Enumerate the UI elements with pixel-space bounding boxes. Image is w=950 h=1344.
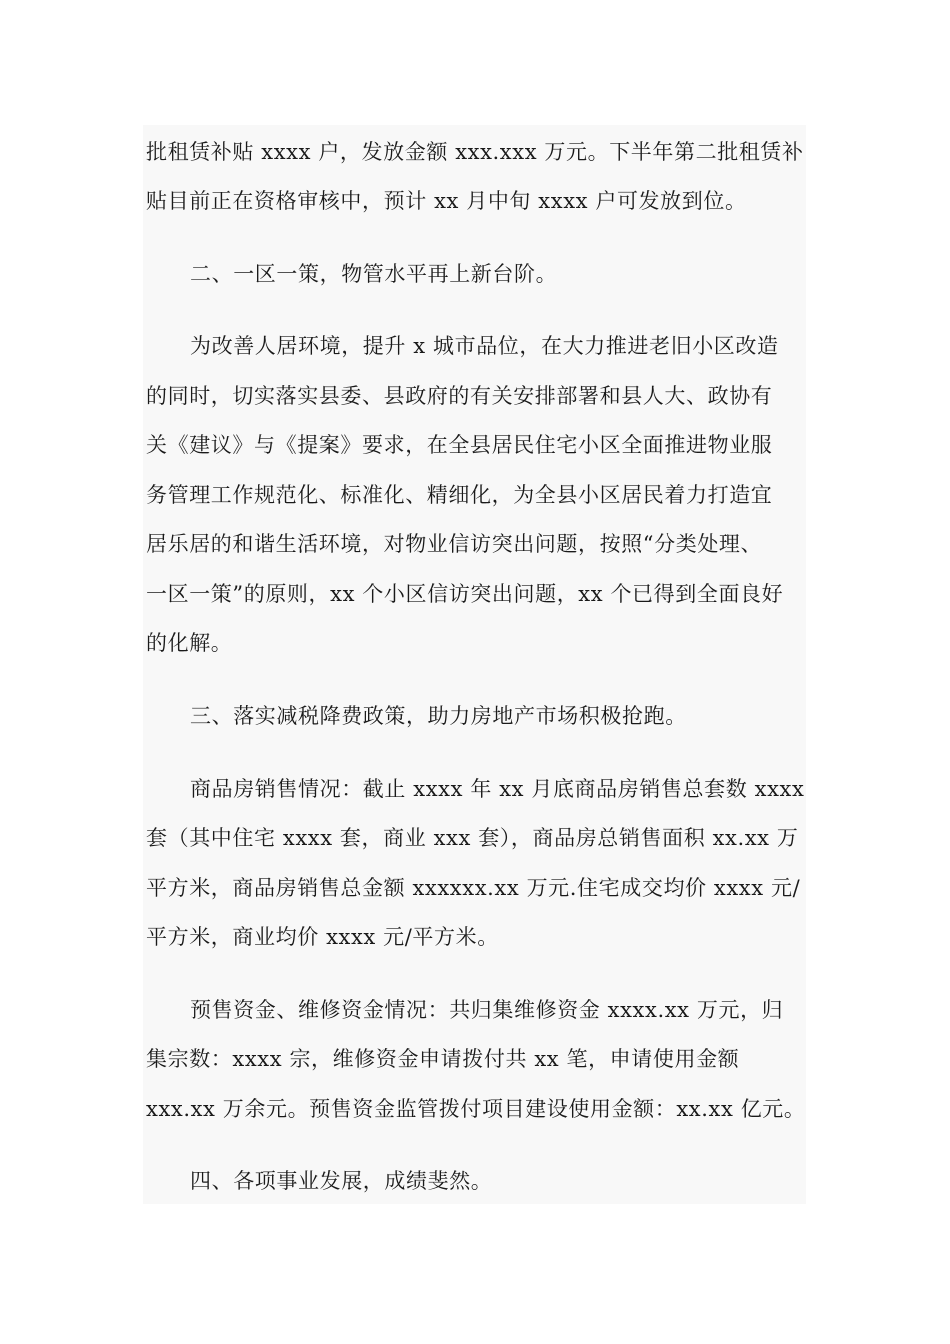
paragraph-line: 预售资金、维修资金情况：共归集维修资金 xxxx.xx 万元，归	[190, 998, 784, 1022]
paragraph-line: 套（其中住宅 xxxx 套，商业 xxx 套），商品房总销售面积 xx.xx 万	[146, 826, 799, 850]
paragraph-line: 平方米，商业均价 xxxx 元/平方米。	[146, 925, 499, 949]
paragraph-line: 居乐居的和谐生活环境，对物业信访突出问题，按照“分类处理、	[146, 532, 763, 556]
paragraph-line: 商品房销售情况：截止 xxxx 年 xx 月底商品房销售总套数 xxxx	[190, 777, 805, 801]
paragraph-line: 集宗数：xxxx 宗，维修资金申请拨付共 xx 笔，申请使用金额	[146, 1047, 740, 1071]
section-heading: 三、落实减税降费政策，助力房地产市场积极抢跑。	[190, 704, 687, 728]
paragraph-line: 批租赁补贴 xxxx 户，发放金额 xxx.xxx 万元。下半年第二批租赁补	[146, 140, 804, 164]
paragraph-line: 平方米，商品房销售总金额 xxxxxx.xx 万元.住宅成交均价 xxxx 元/	[146, 876, 801, 900]
paragraph-line: 的化解。	[146, 631, 233, 655]
paragraph-line: 务管理工作规范化、标准化、精细化，为全县小区居民着力打造宜	[146, 483, 773, 507]
paragraph-line: 一区一策”的原则，xx 个小区信访突出问题，xx 个已得到全面良好	[146, 582, 784, 606]
paragraph-line: 为改善人居环境，提升 x 城市品位，在大力推进老旧小区改造	[190, 334, 779, 358]
paragraph-line: 贴目前正在资格审核中，预计 xx 月中旬 xxxx 户可发放到位。	[146, 189, 747, 213]
section-heading: 二、一区一策，物管水平再上新台阶。	[190, 262, 558, 286]
section-heading: 四、各项事业发展，成绩斐然。	[190, 1169, 493, 1193]
paragraph-line: 的同时，切实落实县委、县政府的有关安排部署和县人大、政协有	[146, 384, 773, 408]
paragraph-line: 关《建议》与《提案》要求，在全县居民住宅小区全面推进物业服	[146, 433, 773, 457]
paragraph-line: xxx.xx 万余元。预售资金监管拨付项目建设使用金额：xx.xx 亿元。	[146, 1097, 806, 1121]
